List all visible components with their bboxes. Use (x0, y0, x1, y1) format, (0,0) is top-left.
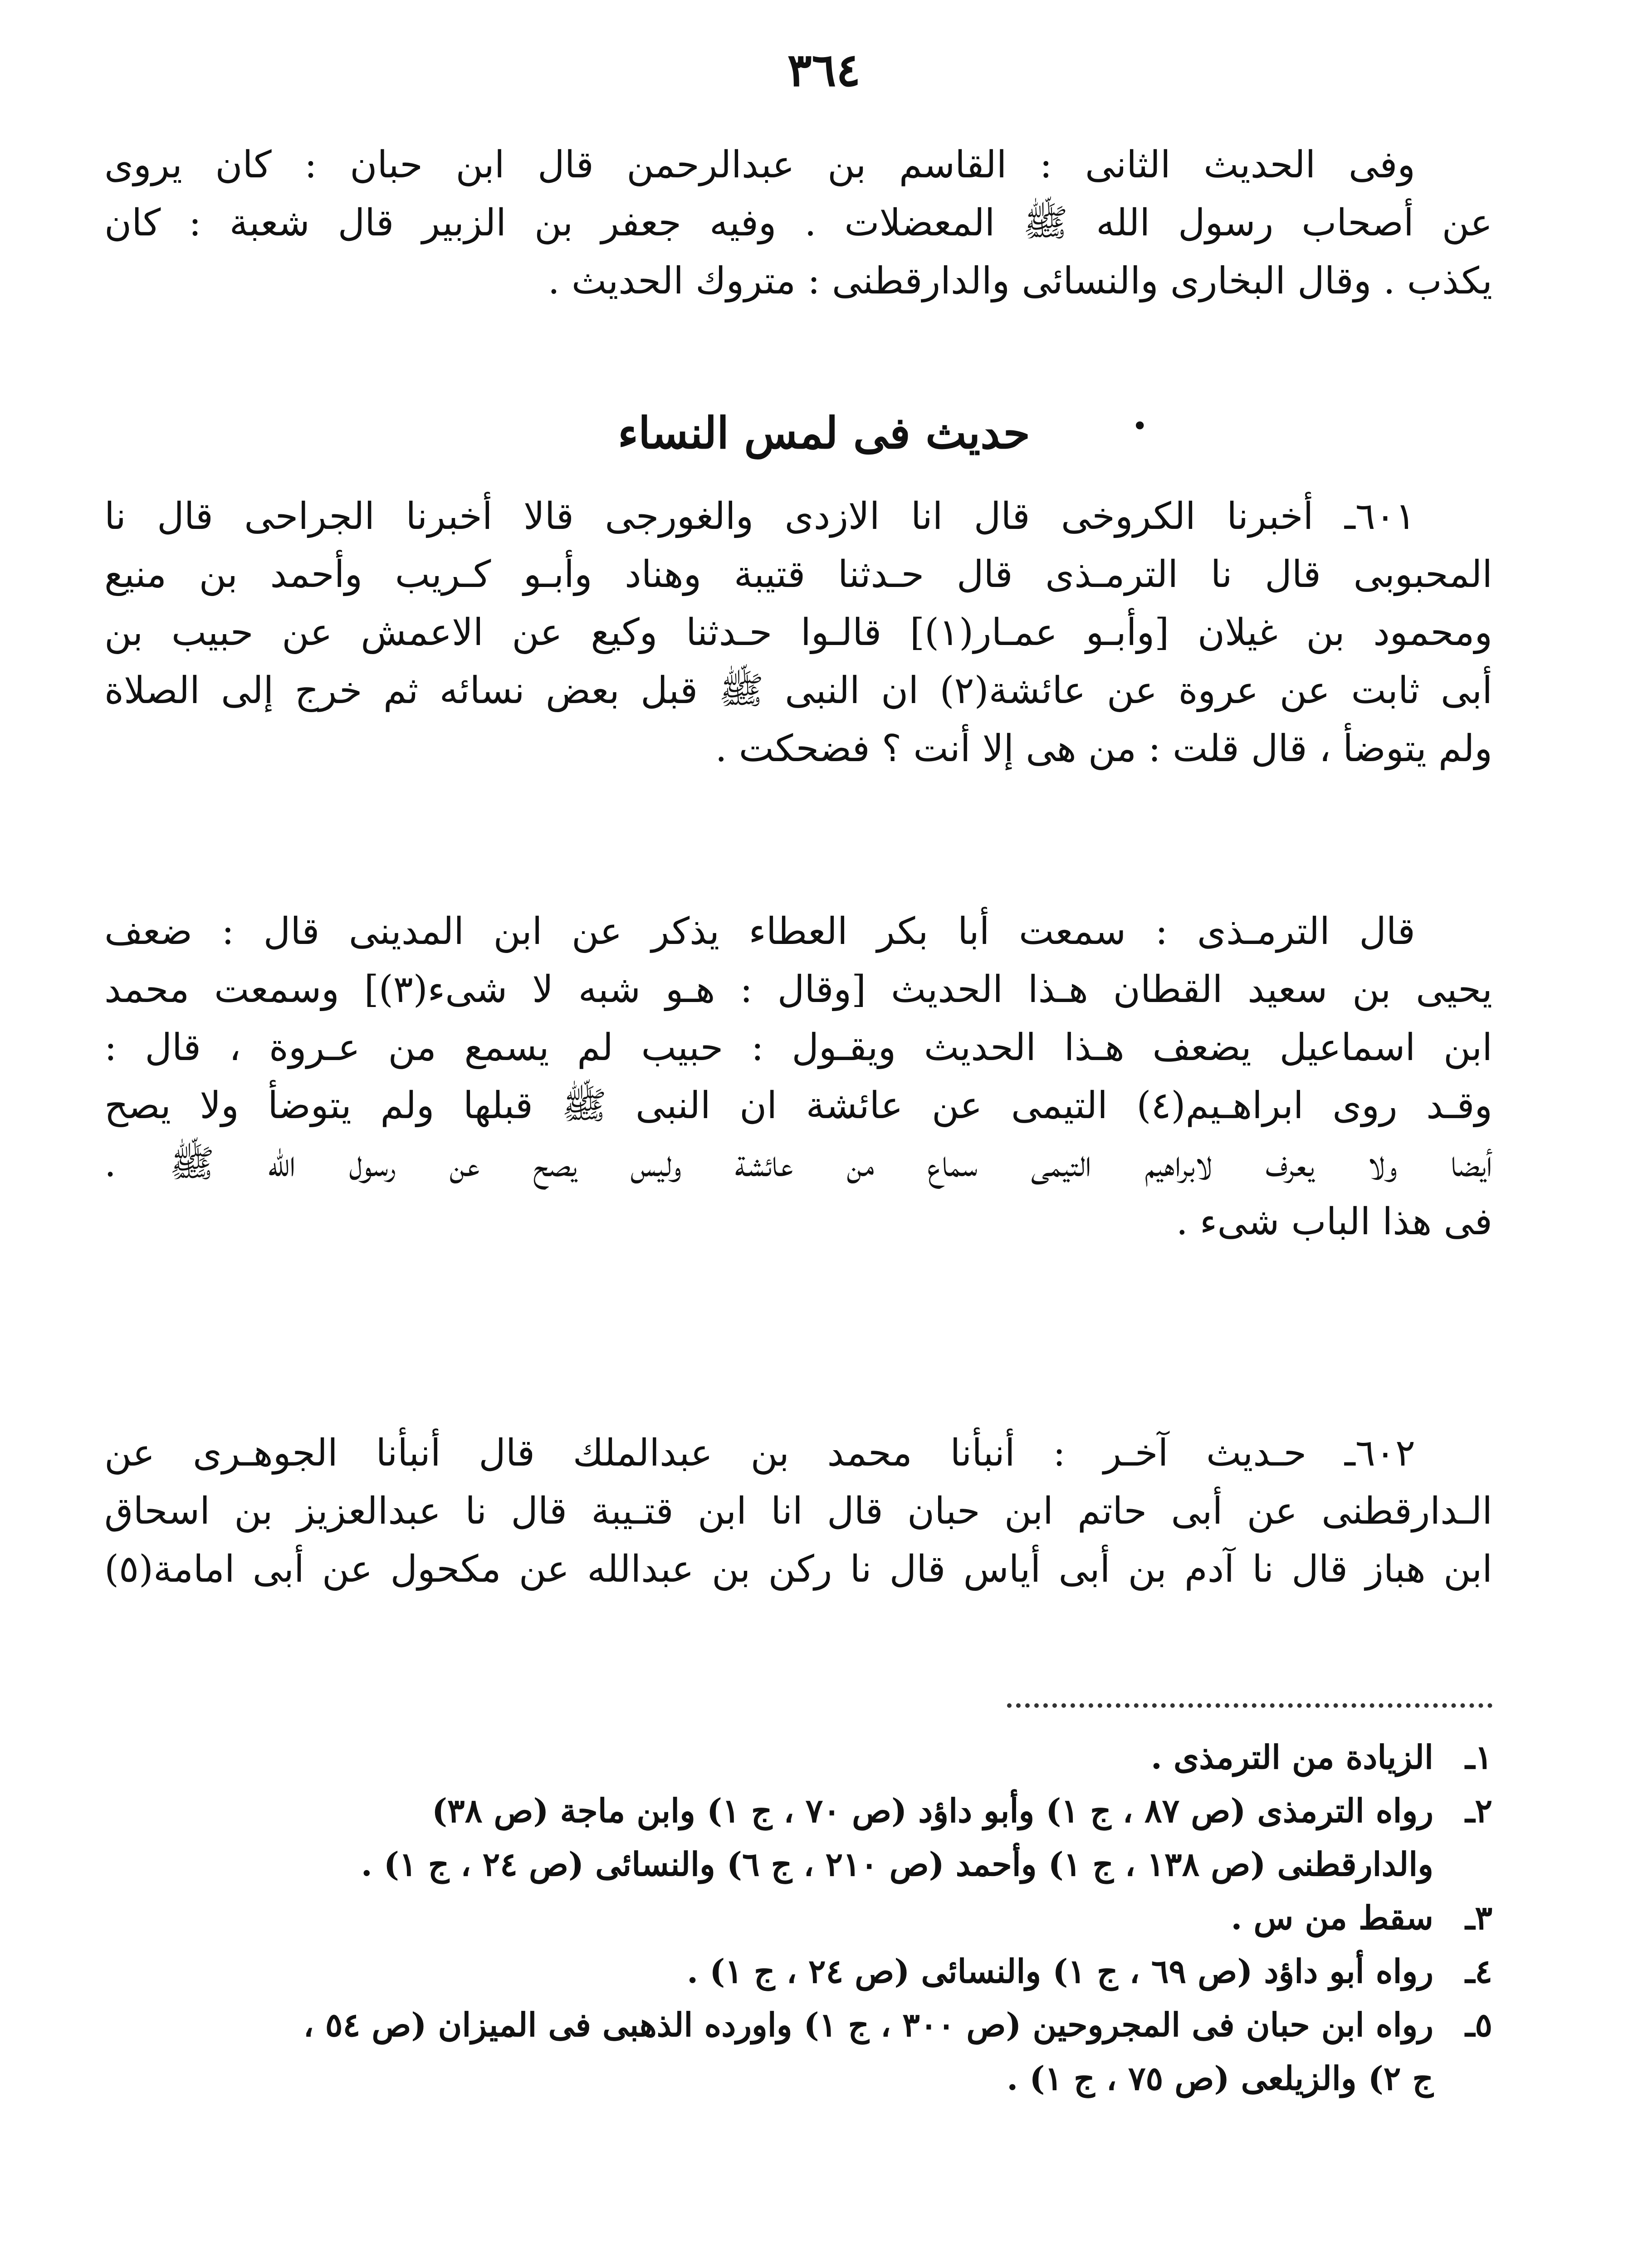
footnote-number: ٣ـ (1465, 1898, 1492, 1937)
text-line: قال الترمـذى : سمعت أبا بكر العطاء يذكر عن ابن المدينى قال : ضعف (104, 910, 1415, 953)
footnote-text: رواه ابن حبان فى المجروحين (ص ٣٠٠ ، ج ١) واورده الذهبى فى الميزان (ص ٥٤ ، (303, 2005, 1433, 2044)
footnote (104, 1730, 1492, 1784)
footnote-text: رواه الترمذى (ص ٨٧ ، ج ١) وأبو داؤد (ص ٧٠ ، ج ١) وابن ماجة (ص ٣٨) (431, 1791, 1433, 1830)
footnote-text: رواه أبو داؤد (ص ٦٩ ، ج ١) والنسائى (ص ٢٤ ، ج ١) . (687, 1952, 1433, 1990)
text-line: فى هذا الباب شىء . (1176, 1200, 1492, 1243)
text-line: يحيى بن سعيد القطان هـذا الحديث [وقال : هـو شبه لا شىء(٣)] وسمعت محمد (104, 968, 1492, 1011)
text-line: وفى الحديث الثانى : القاسم بن عبدالرحمن قال ابن حبان : كان يروى (104, 143, 1415, 186)
footnote-text: سقط من س . (1231, 1898, 1433, 1937)
footnote-number: ٤ـ (1465, 1952, 1492, 1990)
intro-paragraph (104, 136, 1492, 310)
text-line: المحبوبى قال نا الترمـذى قال حـدثنا قتيبة وهناد وأبـو كـريب وأحمد بن منيع (104, 553, 1492, 596)
footnote (104, 1998, 1492, 2052)
hadith-601-paragraph (104, 488, 1492, 778)
footnote-continuation (104, 1838, 1492, 1891)
text-line: وقـد روى ابراهـيم(٤) التيمى عن عائشة ان النبى ﷺ قبلها ولم يتوضأ ولا يصح (104, 1084, 1493, 1127)
text-line: ٦٠٢ـ حـديث آخـر : أنبأنا محمد بن عبدالملك قال أنبأنا الجوهـرى عن (104, 1432, 1415, 1475)
footnote-number: ٢ـ (1465, 1791, 1492, 1830)
page-number: ٣٦٤ (787, 43, 861, 97)
text-line: عن أصحاب رسول الله ﷺ المعضلات . وفيه جعفر بن الزبير قال شعبة : كان (104, 201, 1492, 244)
footnote-text: ج ٢) والزيلعى (ص ٧٥ ، ج ١) . (1007, 2059, 1433, 2097)
text-line: الـدارقطنى عن أبى حاتم ابن حبان قال انا ابن قتـيبة قال نا عبدالعزيز بن اسحاق (104, 1490, 1492, 1533)
section-heading: حديث فى لمس النساء (618, 407, 1030, 459)
text-line: يكذب . وقال البخارى والنسائى والدارقطنى : متروك الحديث . (548, 259, 1492, 303)
footnotes (104, 1730, 1492, 2105)
text-line: أبى ثابت عن عروة عن عائشة(٢) ان النبى ﷺ قبل بعض نسائه ثم خرج إلى الصلاة (104, 669, 1492, 712)
text-line: ولم يتوضأ ، قال قلت : من هى إلا أنت ؟ فضحكت . (715, 727, 1492, 770)
text-line: ٦٠١ـ أخبرنا الكروخى قال انا الازدى والغورجى قالا أخبرنا الجراحى قال نا (104, 495, 1415, 538)
text-line: ومحمود بن غيلان [وأبـو عمـار(١)] قالـوا حـدثنا وكيع عن الاعمش عن حبيب بن (104, 611, 1492, 654)
footnote-text: الزيادة من الترمذى . (1150, 1738, 1433, 1776)
hadith-602-paragraph (104, 1424, 1492, 1598)
footnote-text: والدارقطنى (ص ١٣٨ ، ج ١) وأحمد (ص ٢١٠ ، ج ٦) والنسائى (ص ٢٤ ، ج ١) . (361, 1845, 1433, 1883)
heading-dot-mark: • (1132, 411, 1148, 442)
footnote-number: ٥ـ (1465, 2005, 1492, 2044)
text-line: ابن اسماعيل يضعف هـذا الحديث ويقـول : حبيب لم يسمع من عـروة ، قال : (104, 1026, 1492, 1069)
footnote (104, 1784, 1492, 1838)
footnote (104, 1945, 1492, 1998)
text-line: أيضا ولا يعرف لابراهيم التيمى سماع من عائشة وليس يصح عن رسول الله ﷺ . (104, 1142, 1492, 1185)
tirmidhi-paragraph (104, 903, 1492, 1251)
footnote-continuation (104, 2052, 1492, 2105)
footnote-separator (1007, 1703, 1492, 1708)
footnote-number: ١ـ (1465, 1738, 1492, 1776)
text-line: ابن هباز قال نا آدم بن أبى أياس قال نا ركن بن عبدالله عن مكحول عن أبى امامة(٥) (104, 1548, 1492, 1591)
footnote (104, 1891, 1492, 1945)
